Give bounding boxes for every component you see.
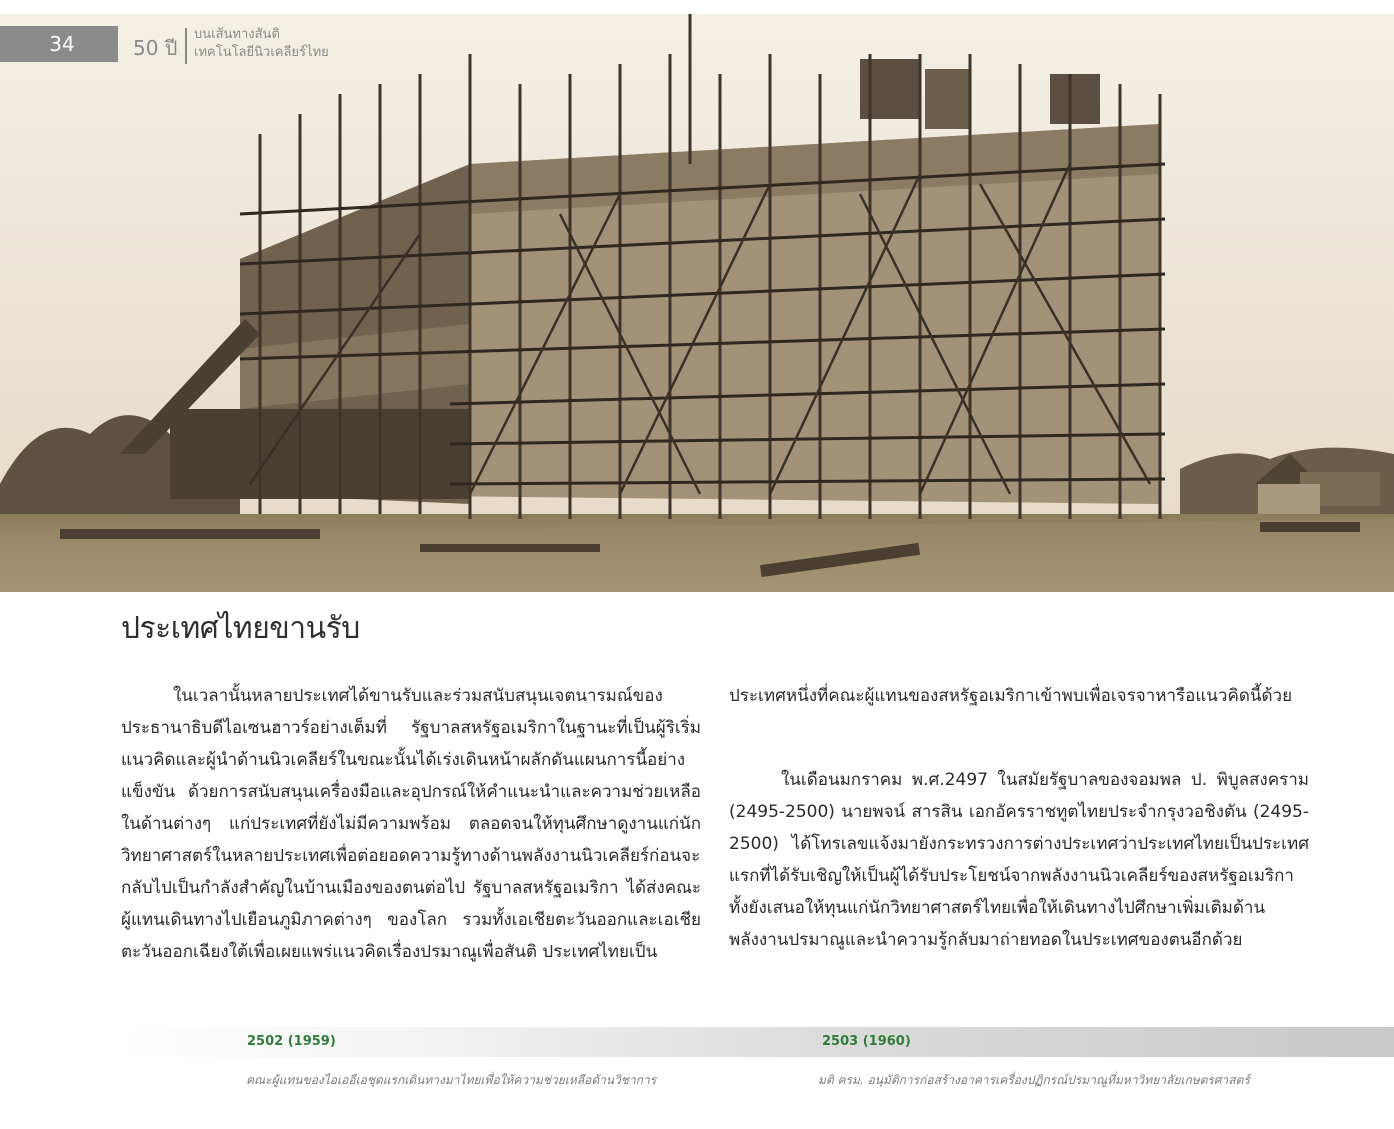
timeline-year-1: 2502 (1959) xyxy=(247,1034,336,1049)
right-column xyxy=(729,680,1309,956)
subtitle-line-1: บนเส้นทางสันติ xyxy=(194,27,280,42)
section-heading: ประเทศไทยขานรับ xyxy=(121,611,360,646)
years-label: 50 ปี xyxy=(133,36,178,60)
title-divider xyxy=(185,28,187,64)
page-number: 34 xyxy=(0,26,118,62)
timeline-note-2: มติ ครม. อนุมัติการก่อสร้างอาคารเครื่องปฏิกรณ์ปรมาณูที่มหาวิทยาลัยเกษตรศาสตร์ xyxy=(818,1073,1250,1087)
timeline-year-2: 2503 (1960) xyxy=(822,1034,911,1049)
timeline-note-1: คณะผู้แทนของไอเออีเอชุดแรกเดินทางมาไทยเพื่อให้ความช่วยเหลือด้านวิชาการ xyxy=(246,1073,657,1087)
right-paragraph-1: ประเทศหนึ่งที่คณะผู้แทนของสหรัฐอเมริกาเข้าพบเพื่อเจรจาหารือแนวคิดนี้ด้วย xyxy=(729,686,1293,706)
construction-photo xyxy=(0,14,1394,592)
paragraph-gap xyxy=(729,712,1309,764)
book-subtitle xyxy=(194,26,329,62)
left-paragraph: ในเวลานั้นหลายประเทศได้ขานรับและร่วมสนับสนุนเจตนารมณ์ของประธานาธิบดีไอเซนฮาวร์อย่างเต็มที่ รัฐบาลสหรัฐอเมริกาในฐานะที่เป็นผู้ริเริ่มแนวคิดและผู้นำด้านนิวเคลียร์ในขณะนั้นได้เร่งเดินหน้าผลักดันแผนการนี้อย่างแข็งขัน ด้วยการสนับสนุนเครื่องมือและอุปกรณ์ให้คำแนะนำและความช่วยเหลือในด้านต่างๆ แก่ประเทศที่ยังไม่มีความพร้อม ตลอดจนให้ทุนศึกษาดูงานแก่นักวิทยาศาสตร์ในหลายประเทศเพื่อต่อยอดความรู้ทางด้านพลังงานนิวเคลียร์ก่อนจะกลับไปเป็นกำลังสำคัญในบ้านเมืองของตนต่อไป รัฐบาลสหรัฐอเมริกา ได้ส่งคณะผู้แทนเดินทางไปเยือนภูมิภาคต่างๆ ของโลก รวมทั้งเอเชียตะวันออกและเอเชียตะวันออกเฉียงใต้เพื่อเผยแพร่แนวคิดเรื่องปรมาณูเพื่อสันติ ประเทศไทยเป็น xyxy=(121,686,701,962)
left-column xyxy=(121,680,701,968)
subtitle-line-2: เทคโนโลยีนิวเคลียร์ไทย xyxy=(194,45,329,60)
right-paragraph-2: ในเดือนมกราคม พ.ศ.2497 ในสมัยรัฐบาลของจอมพล ป. พิบูลสงคราม (2495-2500) นายพจน์ สารสิน เอกอัครราชทูตไทยประจำกรุงวอชิงตัน (2495-2500) ได้โทรเลขแจ้งมายังกระทรวงการต่างประเทศว่าประเทศไทยเป็นประเทศแรกที่ได้รับเชิญให้เป็นผู้ได้รับประโยชน์จากพลังงานนิวเคลียร์ของสหรัฐอเมริกา ทั้งยังเสนอให้ทุนแก่นักวิทยาศาสตร์ไทยเพื่อให้เดินทางไปศึกษาเพิ่มเติมด้านพลังงานปรมาณูและนำความรู้กลับมาถ่ายทอดในประเทศของตนอีกด้วย xyxy=(729,770,1309,950)
